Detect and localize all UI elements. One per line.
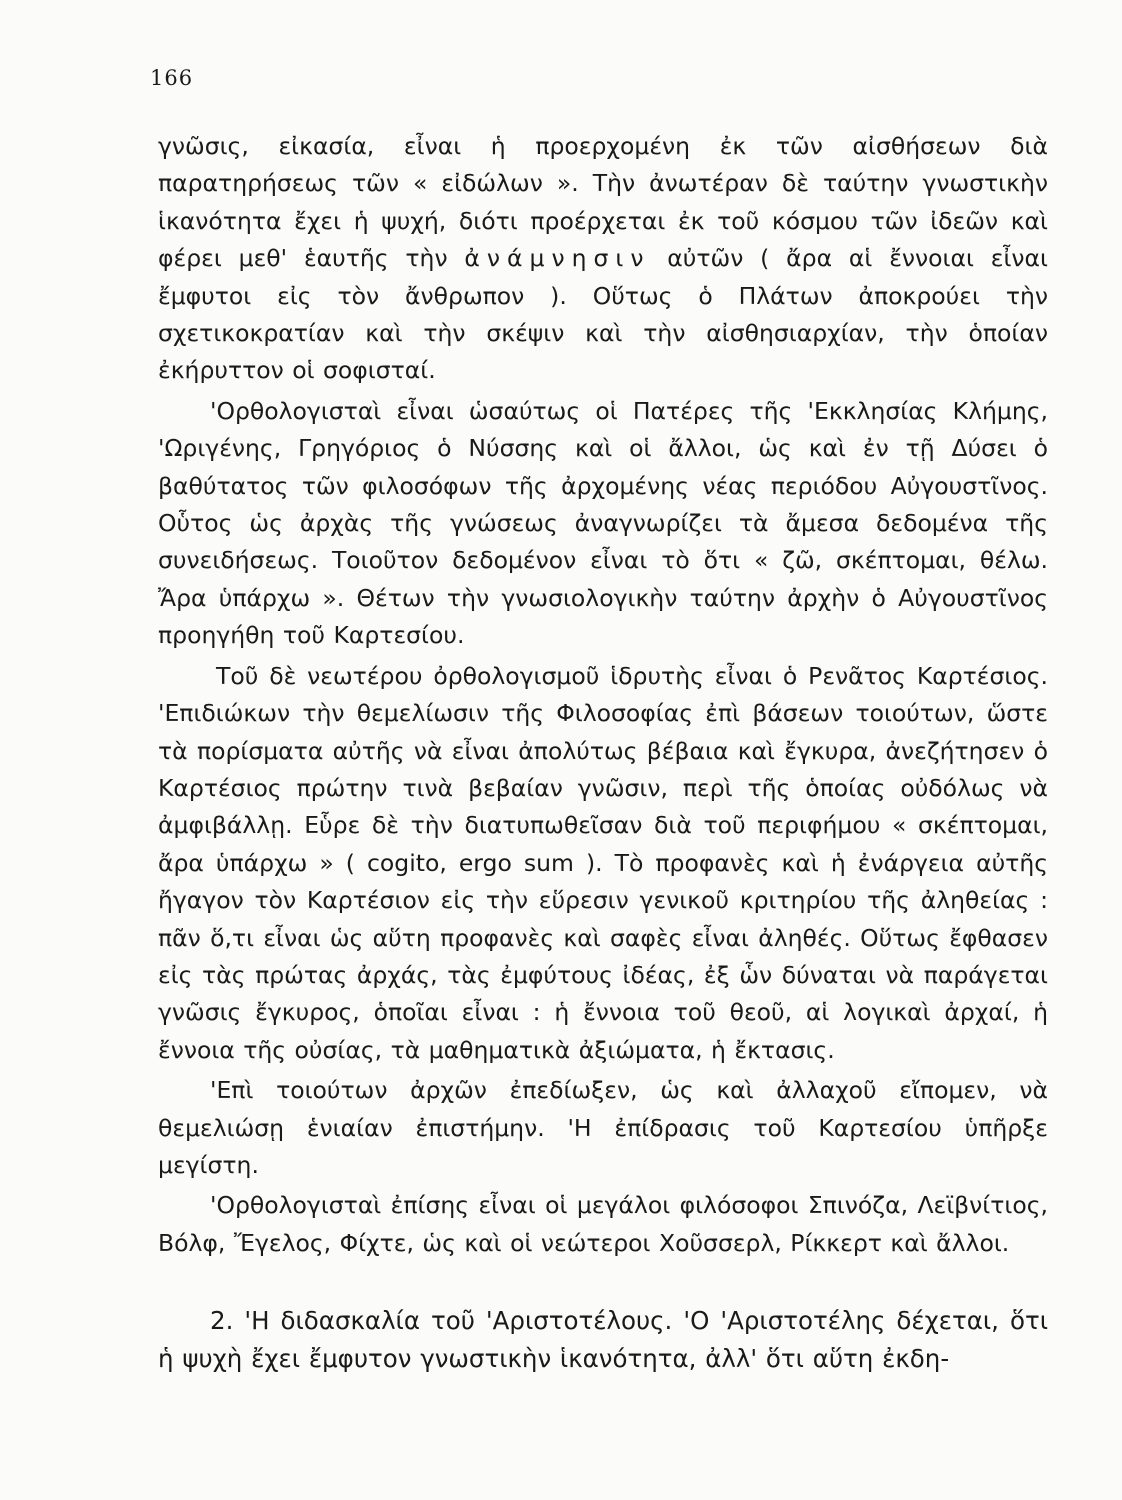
paragraph-other-rationalists: 'Ορθολογισταὶ ἐπίσης εἶναι οἱ μεγάλοι φιλόσοφοι Σπινόζα, Λεϊβνίτιος, Βόλφ, Ἔγελος, Φίχτε, ὡς καὶ οἱ νεώτεροι Χοῦσσερλ, Ρίκκερτ καὶ ἄλλοι. <box>158 1191 1048 1257</box>
paragraph-church-fathers: 'Ορθολογισταὶ εἶναι ὡσαύτως οἱ Πατέρες τῆς 'Εκκλησίας Κλήμης, 'Ωριγένης, Γρηγόριος ὁ Νύσσης καὶ οἱ ἄλλοι, ὡς καὶ ἐν τῇ Δύσει ὁ βαθύτατος τῶν φιλοσόφων τῆς ἀρχομένης νέας περιόδου Αὐγουστῖνος. Οὗτος ὡς ἀρχὰς τῆς γνώσεως ἀναγνωρίζει τὰ ἄμεσα δεδομένα τῆς συνειδήσεως. Τοιοῦτον δεδομένον εἶναι τὸ ὅτι « ζῶ, σκέπτομαι, θέλω. Ἄρα ὑπάρχω ». Θέτων τὴν γνωσιολογικὴν ταύτην ἀρχὴν ὁ Αὐγουστῖνος προηγήθη τοῦ Καρτεσίου. <box>158 396 1048 650</box>
body-text <box>158 128 1048 1377</box>
paragraph-aristotle-section: 2. 'Η διδασκαλία τοῦ 'Αριστοτέλους. 'Ο 'Αριστοτέλης δέχεται, ὅτι ἡ ψυχὴ ἔχει ἔμφυτον γνωστικὴν ἱκανότητα, ἀλλ' ὅτι αὕτη ἐκδη- <box>158 1306 1048 1373</box>
paragraph-descartes: Τοῦ δὲ νεωτέρου ὀρθολογισμοῦ ἱδρυτὴς εἶναι ὁ Ρενᾶτος Καρτέσιος. 'Επιδιώκων τὴν θεμελίωσιν τῆς Φιλοσοφίας ἐπὶ βάσεων τοιούτων, ὥστε τὰ πορίσματα αὐτῆς νὰ εἶναι ἀπολύτως βέβαια καὶ ἔγκυρα, ἀνεζήτησεν ὁ Καρτέσιος πρώτην τινὰ βεβαίαν γνῶσιν, περὶ τῆς ὁποίας οὐδόλως νὰ ἀμφιβάλλῃ. Εὗρε δὲ τὴν διατυπωθεῖσαν διὰ τοῦ περιφήμου « σκέπτομαι, ἄρα ὑπάρχω » ( cogito, ergo sum ). Τὸ προφανὲς καὶ ἡ ἐνάργεια αὐτῆς ἤγαγον τὸν Καρτέσιον εἰς τὴν εὕρεσιν γενικοῦ κριτηρίου τῆς ἀληθείας : πᾶν ὅ,τι εἶναι ὡς αὕτη προφανὲς καὶ σαφὲς εἶναι ἀληθές. Οὕτως ἔφθασεν εἰς τὰς πρώτας ἀρχάς, τὰς ἐμφύτους ἰδέας, ἐξ ὧν δύναται νὰ παράγεται γνῶσις ἔγκυρος, ὁποῖαι εἶναι : ἡ ἔννοια τοῦ θεοῦ, αἱ λογικαὶ ἀρχαί, ἡ ἔννοια τῆς οὐσίας, τὰ μαθηματικὰ ἀξιώματα, ἡ ἔκτασις. <box>158 661 1048 1064</box>
page-number: 166 <box>150 66 194 90</box>
paragraph-text: αὐτῶν ( ἄρα αἱ ἔννοιαι εἶναι ἔμφυτοι εἰς τὸν ἄνθρωπον ). Οὕτως ὁ Πλάτων ἀποκρούει τὴν σχετικοκρατίαν καὶ τὴν σκέψιν καὶ τὴν αἰσθησιαρχίαν, τὴν ὁποίαν ἐκήρυττον οἱ σοφισταί. <box>158 244 1048 385</box>
paragraph-descartes-influence: 'Επὶ τοιούτων ἀρχῶν ἐπεδίωξεν, ὡς καὶ ἀλλαχοῦ εἴπομεν, νὰ θεμελιώσῃ ἑνιαίαν ἐπιστήμην. 'Η ἐπίδρασις τοῦ Καρτεσίου ὑπῆρξε μεγίστη. <box>158 1076 1048 1179</box>
emphasized-term: ἀνάμνησιν <box>464 244 651 273</box>
paragraph-plato-continuation <box>158 128 1048 390</box>
paragraph-text: γνῶσις, εἰκασία, εἶναι ἡ προερχομένη ἐκ τῶν αἰσθήσεων διὰ παρατηρήσεως τῶν « εἰδώλων ». Τὴν ἀνωτέραν δὲ ταύτην γνωστικὴν ἱκανότητα ἔχει ἡ ψυχή, διότι προέρχεται ἐκ τοῦ κόσμου τῶν ἰδεῶν καὶ φέρει μεθ' ἑαυτῆς τὴν <box>158 132 1048 273</box>
